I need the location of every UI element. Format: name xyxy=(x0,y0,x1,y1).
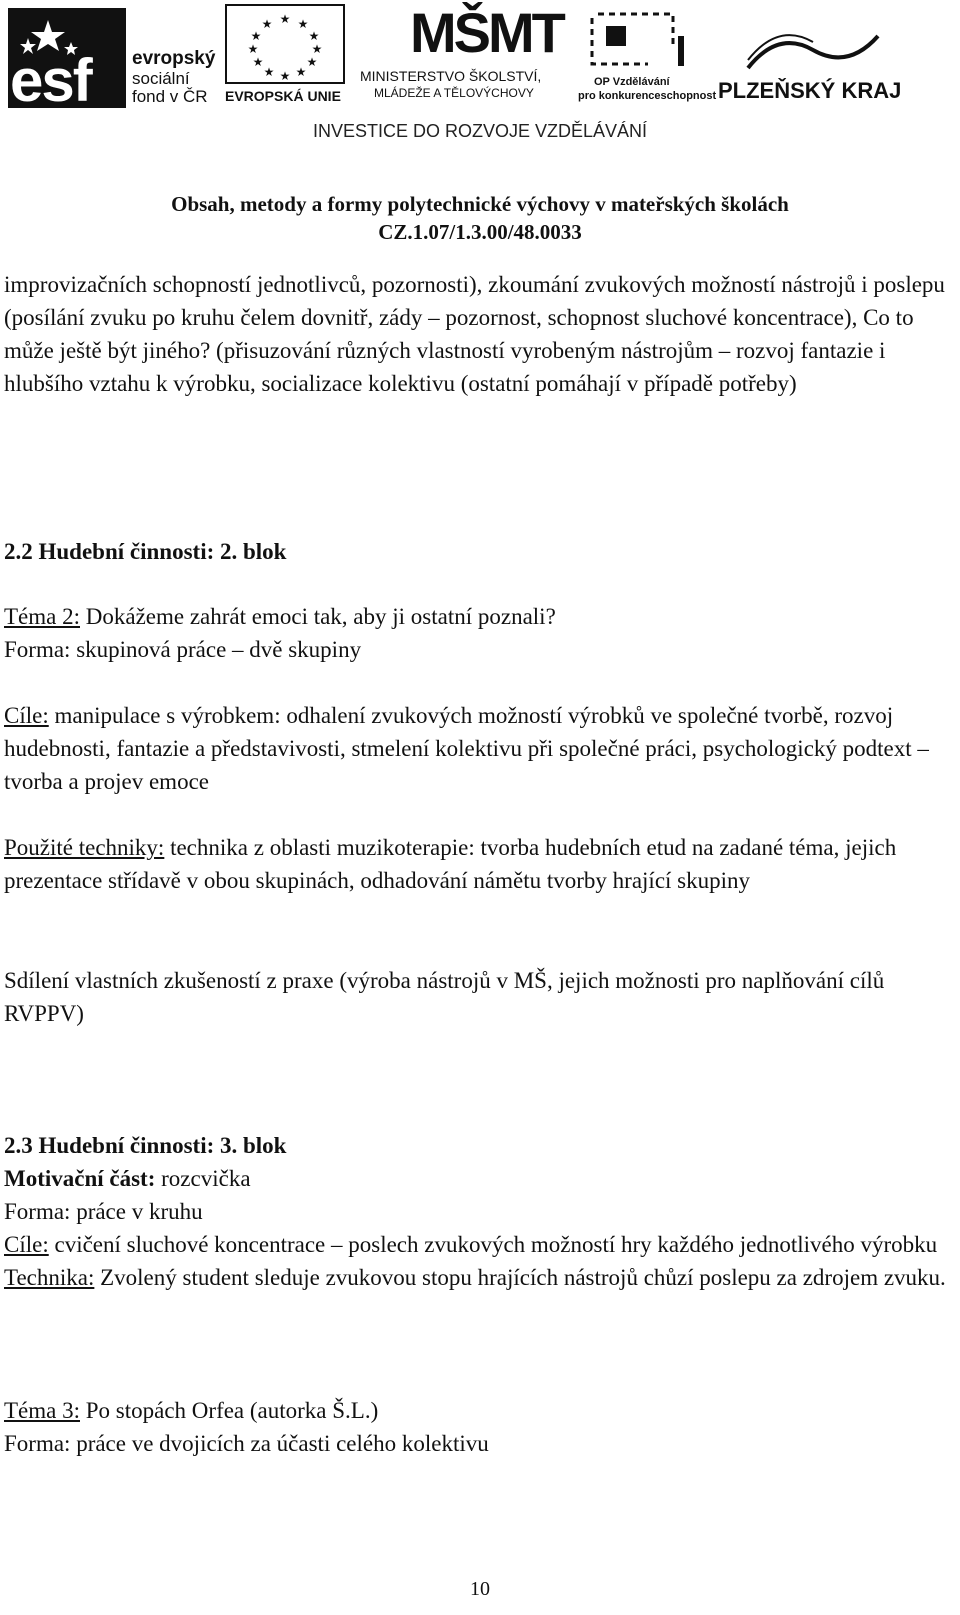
cile-2-block xyxy=(4,699,954,798)
msmt-line1: MINISTERSTVO ŠKOLSTVÍ, xyxy=(360,68,542,84)
heading-2-2: 2.2 Hudební činnosti: 2. blok xyxy=(4,539,287,564)
techniky-text: technika z oblasti muzikoterapie: tvorba hudebních etud na zadané téma, jejich prezentace střídavě v obou skupinách, odhadování námětu tvorby hrající skupiny xyxy=(4,835,897,893)
svg-text:★: ★ xyxy=(308,29,320,43)
technika-label: Technika: xyxy=(4,1265,95,1290)
para-1: improvizačních schopností jednotlivců, pozornosti), zkoumání zvukových možností nástrojů i poslepu (posílání zvuku po kruhu čelem dovnitř, zády – pozornost, schopnost sluchové koncentrace), Co to může ještě být jiného? (přisuzování různých vlastností vyrobeným nástrojům – rozvoj fantazie i hlubšího vztahu k výrobku, socializace kolektivu (ostatní pomáhají v případě potřeby) xyxy=(4,272,945,396)
esf-logo xyxy=(8,8,216,114)
sdileni-block xyxy=(4,964,954,1030)
tema-3-text: Po stopách Orfea (autorka Š.L.) xyxy=(80,1398,379,1423)
tema-3-line xyxy=(4,1394,954,1427)
heading-2-3: 2.3 Hudební činnosti: 3. blok xyxy=(4,1133,287,1158)
techniky-label: Použité techniky: xyxy=(4,835,165,860)
svg-text:★: ★ xyxy=(252,55,264,69)
kraj-mark-icon xyxy=(738,30,888,72)
svg-text:★: ★ xyxy=(263,65,275,79)
eu-flag-icon xyxy=(225,4,345,84)
esf-line1: evropský xyxy=(132,48,216,69)
cile-2-line xyxy=(4,699,954,798)
forma-3-line: Forma: práce v kruhu xyxy=(4,1199,203,1224)
project-code: CZ.1.07/1.3.00/48.0033 xyxy=(378,220,582,244)
op-mark-icon xyxy=(578,6,688,70)
document-title-block xyxy=(0,190,960,246)
tema-3-block xyxy=(4,1394,954,1460)
plzensky-kraj-logo xyxy=(718,30,918,110)
section-2-3 xyxy=(4,1129,954,1294)
cile-3-line xyxy=(4,1228,954,1261)
esf-line2: sociální xyxy=(132,69,190,88)
tema-2-label: Téma 2: xyxy=(4,604,80,629)
svg-text:★: ★ xyxy=(311,42,323,56)
op-logo xyxy=(578,6,717,106)
sdileni-line: Sdílení vlastních zkušeností z praxe (výroba nástrojů v MŠ, jejich možnosti pro naplňování cílů RVPPV) xyxy=(4,968,885,1026)
svg-text:★: ★ xyxy=(297,17,309,31)
eu-logo xyxy=(225,4,350,104)
paragraph-continued xyxy=(4,268,954,400)
tema-3-label: Téma 3: xyxy=(4,1398,80,1423)
technika-text: Zvolený student sleduje zvukovou stopu hrajících nástrojů chůzí poslepu za zdrojem zvuku. xyxy=(94,1265,946,1290)
svg-text:★: ★ xyxy=(279,69,291,83)
cile-2-text: manipulace s výrobkem: odhalení zvukových možností výrobků ve společné tvorbě, rozvoj hudebnosti, fantazie a představivosti, stmelení kolektivu při společné práci, psychologický podtext – tvorba a projev emoce xyxy=(4,703,929,794)
esf-line3: fond v ČR xyxy=(132,87,208,106)
motivacni-line xyxy=(4,1162,954,1195)
document-title: Obsah, metody a formy polytechnické výchovy v mateřských školách xyxy=(171,192,789,216)
section-2-2 xyxy=(4,600,954,666)
esf-big-text: esf xyxy=(10,47,91,114)
motivacni-text: rozcvička xyxy=(155,1166,251,1191)
svg-text:★: ★ xyxy=(247,42,259,56)
page-number: 10 xyxy=(470,1578,490,1600)
eu-label: EVROPSKÁ UNIE xyxy=(225,88,341,104)
techniky-block xyxy=(4,831,954,897)
op-line1: OP Vzdělávání xyxy=(594,76,670,88)
svg-text:★: ★ xyxy=(306,55,318,69)
techniky-line xyxy=(4,831,954,897)
svg-text:★: ★ xyxy=(250,29,262,43)
technika-line xyxy=(4,1261,954,1294)
tema-2-line xyxy=(4,600,954,633)
cile-3-label: Cíle: xyxy=(4,1232,49,1257)
cile-3-text: cvičení sluchové koncentrace – poslech zvukových možností hry každého jednotlivého výrobku xyxy=(48,1232,938,1257)
kraj-label: PLZEŇSKÝ KRAJ xyxy=(718,78,902,103)
slogan: INVESTICE DO ROZVOJE VZDĚLÁVÁNÍ xyxy=(312,121,648,141)
op-line2: pro konkurenceschopnost xyxy=(578,90,717,102)
forma-3b-line: Forma: práce ve dvojicích za účasti celého kolektivu xyxy=(4,1431,489,1456)
msmt-big-text: MŠMT xyxy=(410,1,563,64)
msmt-line2: MLÁDEŽE A TĚLOVÝCHOVY xyxy=(374,86,534,100)
motivacni-label: Motivační část: xyxy=(4,1166,156,1191)
tema-2-text: Dokážeme zahrát emoci tak, aby ji ostatní poznali? xyxy=(80,604,556,629)
forma-2-line: Forma: skupinová práce – dvě skupiny xyxy=(4,637,362,662)
svg-text:★: ★ xyxy=(279,12,291,26)
svg-text:★: ★ xyxy=(261,17,273,31)
cile-2-label: Cíle: xyxy=(4,703,49,728)
svg-text:★: ★ xyxy=(295,65,307,79)
msmt-logo xyxy=(360,0,570,105)
